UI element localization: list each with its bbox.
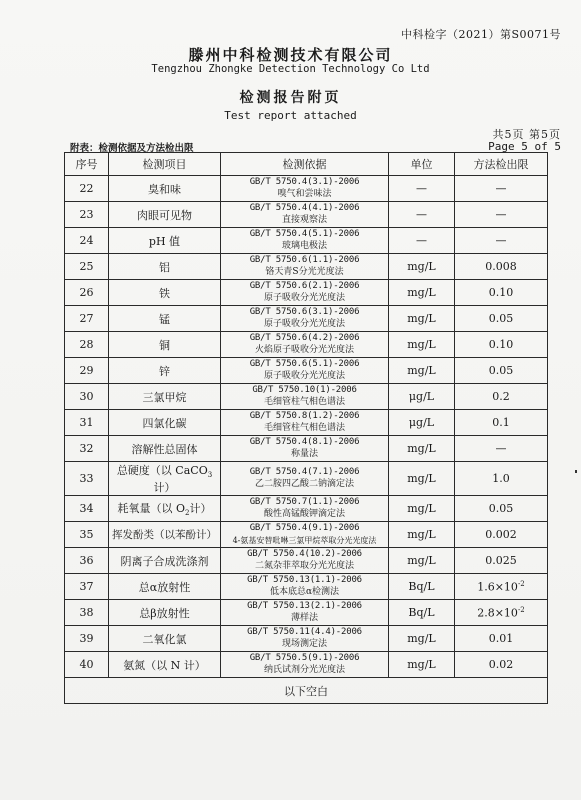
table-row <box>65 574 548 600</box>
row-unit: mg/L <box>389 522 455 548</box>
table-row <box>65 522 548 548</box>
row-basis <box>221 358 389 384</box>
row-unit: mg/L <box>389 496 455 522</box>
row-basis <box>221 462 389 496</box>
row-standard: GB/T 5750.4(7.1)-2006 <box>249 467 360 478</box>
row-no: 36 <box>65 548 109 574</box>
col-header-no: 序号 <box>65 153 109 176</box>
row-standard: GB/T 5750.4(10.2)-2006 <box>247 549 362 560</box>
row-method: 玻璃电极法 <box>281 240 327 251</box>
row-method: 乙二胺四乙酸二钠滴定法 <box>254 478 354 489</box>
row-limit-exponent: -2 <box>517 605 525 614</box>
row-limit-base: 2.8×10 <box>477 606 518 620</box>
row-basis <box>221 280 389 306</box>
row-limit: — <box>455 436 548 462</box>
row-standard: GB/T 5750.6(2.1)-2006 <box>249 281 360 291</box>
row-limit-base: 1.6×10 <box>477 580 518 594</box>
row-no: 24 <box>65 228 109 254</box>
row-unit: — <box>389 176 455 202</box>
row-item-text: 耗氧量（以 O <box>117 502 186 516</box>
row-item: 四氯化碳 <box>109 410 221 436</box>
row-unit: mg/L <box>389 548 455 574</box>
row-item: 溶解性总固体 <box>109 436 221 462</box>
table-row <box>65 280 548 306</box>
row-method: 薄样法 <box>290 612 318 623</box>
row-limit: 0.1 <box>455 410 548 436</box>
table-row <box>65 254 548 280</box>
row-no: 25 <box>65 254 109 280</box>
row-limit: 0.008 <box>455 254 548 280</box>
row-limit: 0.2 <box>455 384 548 410</box>
row-standard: GB/T 5750.13(2.1)-2006 <box>247 601 362 612</box>
row-no: 29 <box>65 358 109 384</box>
row-item: 二氧化氯 <box>109 626 221 652</box>
row-no: 28 <box>65 332 109 358</box>
row-basis <box>221 384 389 410</box>
row-no: 31 <box>65 410 109 436</box>
row-basis <box>221 332 389 358</box>
row-limit: 0.002 <box>455 522 548 548</box>
row-item-text: 总硬度（以 CaCO <box>116 464 208 477</box>
row-item: 锰 <box>109 306 221 332</box>
row-limit: 0.05 <box>455 306 548 332</box>
row-item <box>109 462 221 496</box>
table-row <box>65 626 548 652</box>
row-method: 原子吸收分光光度法 <box>263 370 345 381</box>
row-item: 挥发酚类（以苯酚计） <box>109 522 221 548</box>
row-item-text: 计） <box>189 502 212 516</box>
row-no: 33 <box>65 462 109 496</box>
row-standard: GB/T 5750.6(5.1)-2006 <box>249 359 360 369</box>
row-item: 总α放射性 <box>109 574 221 600</box>
row-no: 30 <box>65 384 109 410</box>
table-row <box>65 436 548 462</box>
table-row <box>65 306 548 332</box>
row-standard: GB/T 5750.6(4.2)-2006 <box>249 333 360 343</box>
row-method: 现场测定法 <box>281 638 327 649</box>
row-basis <box>221 306 389 332</box>
table-row <box>65 652 548 678</box>
row-standard: GB/T 5750.6(1.1)-2006 <box>249 255 360 265</box>
row-item: 锌 <box>109 358 221 384</box>
row-no: 40 <box>65 652 109 678</box>
company-name-en: Tengzhou Zhongke Detection Technology Co Ltd <box>151 63 430 75</box>
col-header-limit: 方法检出限 <box>455 153 548 176</box>
row-limit: 0.025 <box>455 548 548 574</box>
row-unit: mg/L <box>389 626 455 652</box>
row-basis <box>221 548 389 574</box>
company-name-cn: 滕州中科检测技术有限公司 <box>188 46 393 64</box>
row-no: 23 <box>65 202 109 228</box>
table-row <box>65 384 548 410</box>
row-method: 原子吸收分光光度法 <box>263 292 345 303</box>
table-caption: 附表：检测依据及方法检出限 <box>70 143 194 154</box>
col-header-basis: 检测依据 <box>221 153 389 176</box>
row-unit: — <box>389 228 455 254</box>
row-item-subscript: 3 <box>207 471 213 480</box>
row-standard: GB/T 5750.11(4.4)-2006 <box>247 627 362 638</box>
row-item: 肉眼可见物 <box>109 202 221 228</box>
row-limit <box>455 600 548 626</box>
row-method: 毛细管柱气相色谱法 <box>263 396 345 407</box>
row-unit: mg/L <box>389 306 455 332</box>
row-limit: 0.01 <box>455 626 548 652</box>
row-no: 22 <box>65 176 109 202</box>
row-unit: mg/L <box>389 462 455 496</box>
row-item: 铜 <box>109 332 221 358</box>
row-unit: — <box>389 202 455 228</box>
row-method: 4-氨基安替吡啉三氯甲烷萃取分光光度法 <box>232 535 377 545</box>
table-footer-row <box>65 678 548 704</box>
row-unit: mg/L <box>389 254 455 280</box>
row-unit: mg/L <box>389 652 455 678</box>
row-unit: Bq/L <box>389 600 455 626</box>
row-basis <box>221 228 389 254</box>
row-item: 铝 <box>109 254 221 280</box>
row-basis <box>221 626 389 652</box>
row-unit: μg/L <box>389 384 455 410</box>
row-standard: GB/T 5750.4(5.1)-2006 <box>249 229 360 239</box>
row-basis <box>221 176 389 202</box>
row-basis <box>221 522 389 548</box>
table-row <box>65 548 548 574</box>
row-standard: GB/T 5750.8(1.2)-2006 <box>249 411 360 421</box>
row-limit: 0.02 <box>455 652 548 678</box>
row-standard: GB/T 5750.4(8.1)-2006 <box>249 437 360 447</box>
row-method: 火焰原子吸收分光光度法 <box>254 344 354 355</box>
table-row <box>65 410 548 436</box>
row-item: 总β放射性 <box>109 600 221 626</box>
table-row <box>65 600 548 626</box>
table-row <box>65 176 548 202</box>
col-header-item: 检测项目 <box>109 153 221 176</box>
row-limit: 0.05 <box>455 358 548 384</box>
row-method: 酸性高锰酸钾滴定法 <box>263 508 345 519</box>
row-unit: Bq/L <box>389 574 455 600</box>
row-unit: mg/L <box>389 358 455 384</box>
table-row <box>65 332 548 358</box>
page-number-en: Page 5 of 5 <box>488 140 561 153</box>
row-method: 嗅气和尝味法 <box>277 188 332 199</box>
row-no: 39 <box>65 626 109 652</box>
page-title-cn: 检测报告附页 <box>239 90 342 106</box>
row-limit-exponent: -2 <box>517 579 525 588</box>
row-item: 臭和味 <box>109 176 221 202</box>
row-unit: mg/L <box>389 280 455 306</box>
row-basis <box>221 410 389 436</box>
row-standard: GB/T 5750.6(3.1)-2006 <box>249 307 360 317</box>
table-header-row <box>65 153 548 176</box>
row-limit: 1.0 <box>455 462 548 496</box>
row-basis <box>221 254 389 280</box>
page-title-en: Test report attached <box>224 109 357 122</box>
row-standard: GB/T 5750.4(9.1)-2006 <box>249 523 360 534</box>
row-no: 27 <box>65 306 109 332</box>
row-item <box>109 496 221 522</box>
table-row <box>65 496 548 522</box>
row-method: 铬天青S分光光度法 <box>265 266 344 277</box>
col-header-unit: 单位 <box>389 153 455 176</box>
row-basis <box>221 436 389 462</box>
row-limit: — <box>455 176 548 202</box>
row-no: 38 <box>65 600 109 626</box>
row-unit: mg/L <box>389 436 455 462</box>
blank-below-note: 以下空白 <box>65 678 548 704</box>
row-no: 32 <box>65 436 109 462</box>
methods-table <box>64 152 548 704</box>
scan-speck <box>575 470 577 473</box>
row-item: pH 值 <box>109 228 221 254</box>
row-standard: GB/T 5750.7(1.1)-2006 <box>249 497 360 508</box>
row-standard: GB/T 5750.13(1.1)-2006 <box>247 575 362 586</box>
row-limit: 0.10 <box>455 280 548 306</box>
row-standard: GB/T 5750.5(9.1)-2006 <box>249 653 360 664</box>
row-no: 35 <box>65 522 109 548</box>
row-item: 铁 <box>109 280 221 306</box>
page-number-cn: 共5页 第5页 <box>492 128 561 141</box>
row-limit: 0.10 <box>455 332 548 358</box>
row-no: 34 <box>65 496 109 522</box>
row-basis <box>221 202 389 228</box>
row-basis <box>221 600 389 626</box>
row-item-text: 计） <box>153 481 176 495</box>
row-limit: — <box>455 202 548 228</box>
row-item: 氨氮（以 N 计） <box>109 652 221 678</box>
row-no: 26 <box>65 280 109 306</box>
report-number: 中科检字（2021）第S0071号 <box>400 28 561 41</box>
row-basis <box>221 496 389 522</box>
table-row <box>65 228 548 254</box>
row-method: 称量法 <box>290 448 318 459</box>
row-basis <box>221 652 389 678</box>
row-method: 直接观察法 <box>281 214 327 225</box>
row-unit: μg/L <box>389 410 455 436</box>
row-limit <box>455 574 548 600</box>
table-row <box>65 462 548 496</box>
row-method: 二氮杂菲萃取分光光度法 <box>254 560 354 571</box>
table-row <box>65 358 548 384</box>
table-row <box>65 202 548 228</box>
row-no: 37 <box>65 574 109 600</box>
row-standard: GB/T 5750.4(3.1)-2006 <box>249 177 360 187</box>
row-method: 毛细管柱气相色谱法 <box>263 422 345 433</box>
row-standard: GB/T 5750.4(4.1)-2006 <box>249 203 360 213</box>
row-standard: GB/T 5750.10(1)-2006 <box>252 385 357 395</box>
row-method: 低本底总α检测法 <box>269 586 340 597</box>
row-limit: 0.05 <box>455 496 548 522</box>
row-item: 三氯甲烷 <box>109 384 221 410</box>
row-limit: — <box>455 228 548 254</box>
row-method: 纳氏试剂分光光度法 <box>263 664 345 675</box>
row-unit: mg/L <box>389 332 455 358</box>
row-basis <box>221 574 389 600</box>
row-item: 阴离子合成洗涤剂 <box>109 548 221 574</box>
row-method: 原子吸收分光光度法 <box>263 318 345 329</box>
row-item-subscript: 2 <box>185 509 190 518</box>
